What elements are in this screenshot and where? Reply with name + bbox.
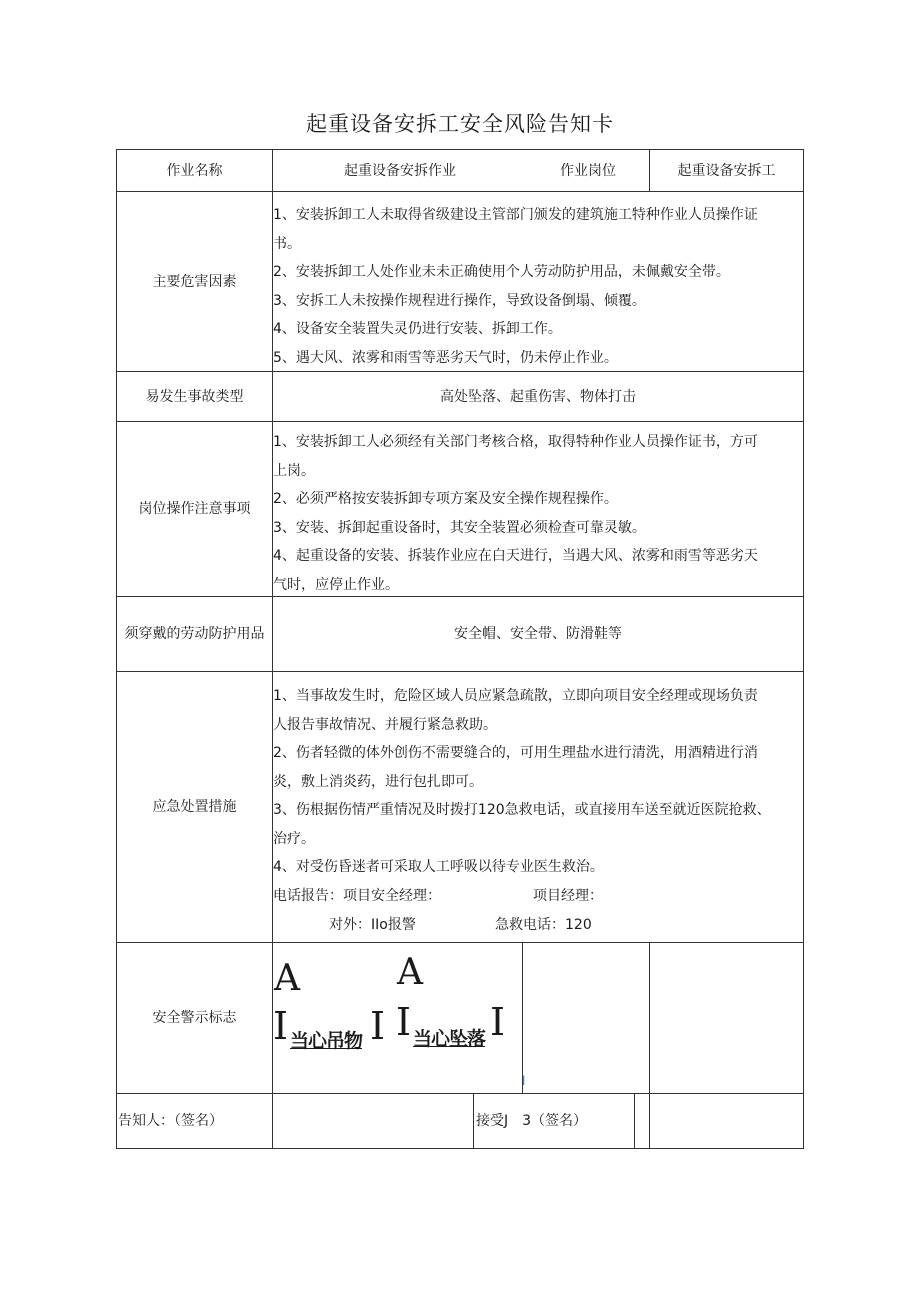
hazard-line: 2、安装拆卸工人处作业未未正确使用个人劳动防护用品，未佩戴安全带。 [273,264,730,280]
ppe-label: 须穿戴的劳动防护用品 [124,626,265,642]
emergency-line: 4、对受伤昏迷者可采取人工呼吸以待专业医生救治。 [273,859,604,875]
job-name-label: 作业名称 [166,162,223,179]
notifier-signature-label: 告知人：（签名） [118,1113,223,1129]
emergency-line: 治疗。 [273,830,315,847]
sign-text-falling-objects: 当心吊物 [290,1030,363,1052]
warning-triangle-icon: A [397,952,423,993]
ppe-value: 安全帽、安全带、防滑鞋等 [454,626,622,642]
emergency-phone: 急救电话：120 [495,917,592,933]
phone-report-label: 电话报告：项目安全经理： [273,888,441,904]
warning-triangle-icon: A [274,958,300,999]
sign-text-falling: 当心坠落 [413,1028,486,1050]
hazard-line: 5、遇大风、浓雾和雨雪等恶劣天气时，仍未停止作业。 [273,349,618,366]
precaution-line: 4、起重设备的安装、拆装作业应在白天进行，当遇大风、浓雾和雨雪等恶劣天 [273,548,758,564]
hazard-line: 书。 [273,235,301,252]
job-post-value: 起重设备安拆工 [677,162,776,179]
hazard-line: 3、安拆工人未按操作规程进行操作，导致设备倒塌、倾覆。 [273,292,646,309]
project-manager-label: 项目经理： [533,888,603,904]
precaution-line: 1、安装拆卸工人必须经有关部门考核合格，取得特种作业人员操作证书，方可 [273,434,758,450]
emergency-list [273,682,803,882]
accidents-value: 高处坠落、起重伤害、物体打击 [440,388,636,405]
signs-label: 安全警示标志 [152,1010,237,1026]
emergency-label: 应急处置措施 [152,799,237,815]
precaution-line: 上岗。 [273,462,315,479]
emergency-line: 人报告事故情况、并履行紧急救助。 [273,716,497,733]
job-name-value: 起重设备安拆作业 [344,162,456,179]
precautions-list [273,428,803,599]
precaution-line: 3、安装、拆卸起重设备时，其安全装置必须检查可靠灵敏。 [273,519,646,536]
hazards-label: 主要危害因素 [152,273,237,290]
receiver-signature-label: 接受J 3（签名） [476,1113,588,1129]
precaution-line: 2、必须严格按安装拆卸专项方案及安全操作规程操作。 [273,491,618,507]
emergency-line: 3、伤根据伤情严重情况及时拨打120急救电话，或直接用车送至就近医院抢救、 [273,802,771,818]
sign-bar-right: I [370,1004,386,1048]
page-title: 起重设备安拆工安全风险告知卡 [306,112,614,136]
precautions-label: 岗位操作注意事项 [138,501,251,517]
small-mark: l [522,1074,526,1088]
accidents-label: 易发生事故类型 [145,388,244,405]
hazard-line: 4、设备安全装置失灵仍进行安装、拆卸工作。 [273,321,562,337]
emergency-line: 2、伤者轻微的体外创伤不需要缝合的，可用生理盐水进行清洗，用酒精进行消 [273,745,758,761]
emergency-line: 1、当事故发生时，危险区域人员应紧急疏散，立即向项目安全经理或现场负责 [273,688,758,704]
emergency-line: 炎，敷上消炎药，进行包扎即可。 [273,773,483,790]
precaution-line: 气时，应停止作业。 [273,576,399,593]
job-post-label: 作业岗位 [560,162,616,179]
sign-bar-right: I [490,1000,506,1044]
sign-bar-left: I [273,1004,289,1048]
hazard-line: 1、安装拆卸工人未取得省级建设主管部门颁发的建筑施工特种作业人员操作证 [273,207,758,223]
external-alarm: 对外：IIo报警 [329,917,416,933]
sign-bar-left: I [396,1000,412,1044]
hazards-list [273,201,803,372]
